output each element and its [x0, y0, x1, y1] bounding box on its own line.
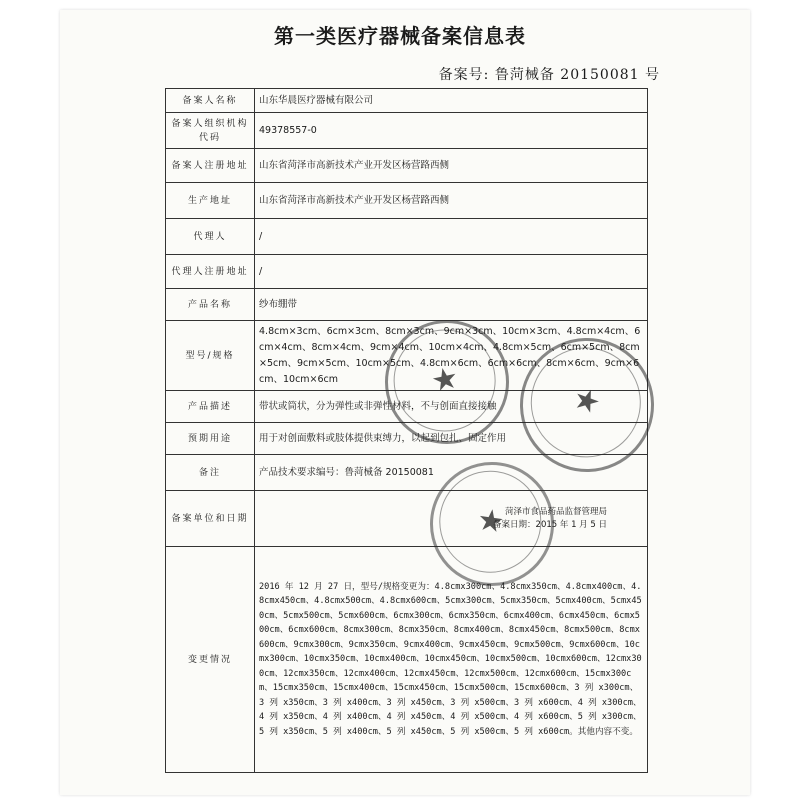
filing-date: 备案日期：2015 年 1 月 5 日 [493, 519, 607, 530]
row-value: 纱布绷带 [255, 289, 648, 321]
row-value: 用于对创面敷料或肢体提供束缚力，以起到包扎、固定作用 [255, 423, 648, 455]
row-label: 备案人组织机构代码 [166, 113, 255, 149]
row-label: 备注 [166, 455, 255, 491]
row-label: 型号/规格 [166, 321, 255, 391]
row-label: 代理人注册地址 [166, 255, 255, 289]
row-label: 产品描述 [166, 391, 255, 423]
row-value: 山东省菏泽市高新技术产业开发区杨营路西侧 [255, 149, 648, 183]
row-label: 备案人名称 [166, 89, 255, 113]
table-row [166, 113, 648, 149]
row-label: 生产地址 [166, 183, 255, 219]
table-row [166, 289, 648, 321]
row-value: 4.8cm×3cm、6cm×3cm、8cm×3cm、9cm×3cm、10cm×3cm、4.8cm×4cm、6cm×4cm、8cm×4cm、9cm×4cm、10cm×4cm、4.8cm×5cm、6cm×5cm、8cm×5cm、9cm×5cm、10cm×5cm、4.8cm×6cm、6cm×6cm、8cm×6cm、9cm×6cm、10cm×6cm [255, 321, 648, 391]
row-label: 备案人注册地址 [166, 149, 255, 183]
table-row [166, 491, 648, 547]
table-row [166, 183, 648, 219]
table-row [166, 547, 648, 773]
table-row [166, 89, 648, 113]
authority-name: 菏泽市食品药品监督管理局 [504, 506, 607, 517]
star-icon: ★ [428, 359, 462, 400]
page-title: 第一类医疗器械备案信息表 [274, 24, 526, 48]
row-label: 备案单位和日期 [166, 491, 255, 547]
row-label: 预期用途 [166, 423, 255, 455]
table-row [166, 219, 648, 255]
star-icon: ★ [568, 380, 606, 423]
row-label: 代理人 [166, 219, 255, 255]
row-value: 山东华晨医疗器械有限公司 [255, 89, 648, 113]
row-value: 49378557-0 [255, 113, 648, 149]
table-row [166, 149, 648, 183]
row-value: / [255, 255, 648, 289]
row-value: / [255, 219, 648, 255]
row-label: 变更情况 [166, 547, 255, 773]
row-label: 产品名称 [166, 289, 255, 321]
row-value: 带状或筒状，分为弹性或非弹性材料，不与创面直接接触 [255, 391, 648, 423]
row-value: 产品技术要求编号：鲁菏械备 20150081 [255, 455, 648, 491]
star-icon: ★ [475, 502, 507, 541]
filing-number: 备案号: 鲁菏械备 20150081 号 [438, 67, 660, 83]
table-row [166, 255, 648, 289]
row-value: 山东省菏泽市高新技术产业开发区杨营路西侧 [255, 183, 648, 219]
change-history: 2016 年 12 月 27 日，型号/规格变更为：4.8cmx300cm、4.8cmx350cm、4.8cmx400cm、4.8cmx450cm、4.8cmx500cm、4.8cmx600cm、5cmx300cm、5cmx350cm、5cmx400cm、5cmx450cm、5cmx500cm、5cmx600cm、6cmx300cm、6cmx350cm、6cmx400cm、6cmx450cm、6cmx500cm、6cmx600cm、8cmx300cm、8cmx350cm、8cmx400cm、8cmx450cm、8cmx500cm、8cmx600cm、9cmx300cm、9cmx350cm、9cmx400cm、9cmx450cm、9cmx500cm、9cmx600cm、10cmx300cm、10cmx350cm、10cmx400cm、10cmx450cm、10cmx500cm、10cmx600cm、12cmx300cm、12cmx350cm、12cmx400cm、12cmx450cm、12cmx500cm、12cmx600cm、15cmx300cm、15cmx350cm、15cmx400cm、15cmx450cm、15cmx500cm、15cmx600cm、3 列 x300cm、3 列 x350cm、3 列 x400cm、3 列 x450cm、3 列 x500cm、3 列 x600cm、4 列 x300cm、4 列 x350cm、4 列 x400cm、4 列 x450cm、4 列 x500cm、4 列 x600cm、5 列 x300cm、5 列 x350cm、5 列 x400cm、5 列 x450cm、5 列 x500cm、5 列 x600cm。其他内容不变。 [255, 547, 648, 773]
